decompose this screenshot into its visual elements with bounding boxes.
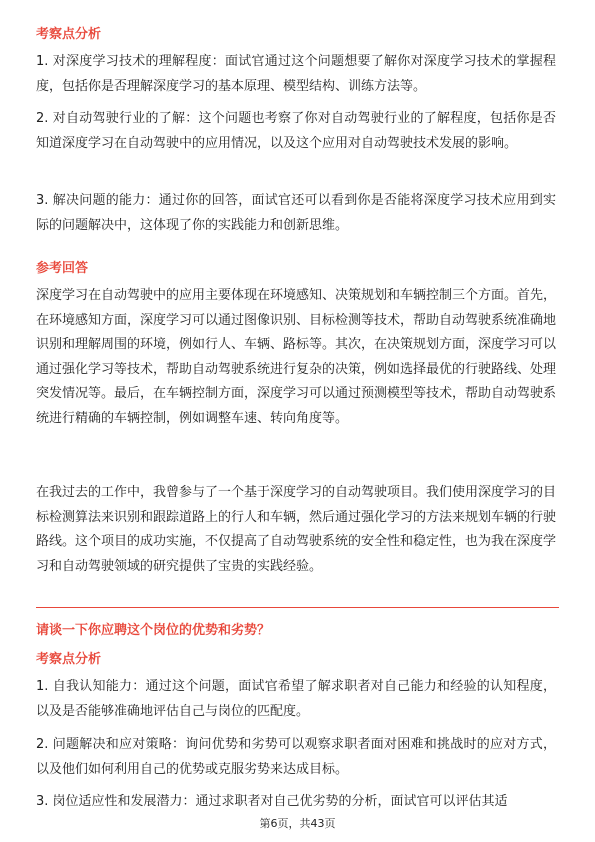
analysis-item-2 (36, 107, 556, 156)
answer-section (36, 259, 556, 279)
section-heading-analysis: 考察点分析 (36, 27, 102, 42)
section-heading-analysis-2: 考察点分析 (36, 652, 102, 667)
question-title-block (36, 621, 556, 641)
answer-paragraph-text: 在我过去的工作中，我曾参与了一个基于深度学习的自动驾驶项目。我们使用深度学习的目标检测算法来识别和跟踪道路上的行人和车辆，然后通过强化学习的方法来规划车辆的行驶路线。这个项目的成功实施，不仅提高了自动驾驶系统的安全性和稳定性，也为我在深度学习和自动驾驶领域的研究提供了宝贵的实践经验。 (36, 485, 557, 574)
analysis2-item-2 (36, 733, 556, 782)
page-number: 第6页，共43页 (259, 817, 336, 830)
answer-paragraph-text: 深度学习在自动驾驶中的应用主要体现在环境感知、决策规划和车辆控制三个方面。首先，在环境感知方面，深度学习可以通过图像识别、目标检测等技术，帮助自动驾驶系统准确地识别和理解周围的环境，例如行人、车辆、路标等。其次，在决策规划方面，深度学习可以通过强化学习等技术，帮助自动驾驶系统进行复杂的决策，例如选择最优的行驶路线、处理突发情况等。最后，在车辆控制方面，深度学习可以通过预测模型等技术，帮助自动驾驶系统进行精确的车辆控制，例如调整车速、转向角度等。 (36, 288, 557, 426)
analysis-item-text: 3. 岗位适应性和发展潜力：通过求职者对自己优劣势的分析，面试官可以评估其适 (36, 794, 508, 809)
analysis-item-text: 2. 对自动驾驶行业的了解：这个问题也考察了你对自动驾驶行业的了解程度，包括你是否知道深度学习在自动驾驶中的应用情况，以及这个应用对自动驾驶技术发展的影响。 (36, 111, 556, 151)
analysis-section-2 (36, 650, 556, 670)
analysis2-item-1 (36, 675, 556, 724)
analysis-item-3 (36, 189, 556, 238)
answer-paragraph-1 (36, 284, 556, 431)
analysis2-item-3 (36, 790, 556, 815)
analysis-item-text: 2. 问题解决和应对策略：询问优势和劣势可以观察求职者面对困难和挑战时的应对方式，以及他们如何利用自己的优势或克服劣势来达成目标。 (36, 737, 556, 777)
analysis-section (36, 25, 556, 45)
section-divider (36, 607, 559, 608)
question-title: 请谈一下你应聘这个岗位的优势和劣势？ (36, 623, 271, 638)
analysis-item-text: 1. 自我认知能力：通过这个问题，面试官希望了解求职者对自己能力和经验的认知程度，以及是否能够准确地评估自己与岗位的匹配度。 (36, 679, 556, 719)
analysis-item-text: 3. 解决问题的能力：通过你的回答，面试官还可以看到你是否能将深度学习技术应用到实际的问题解决中，这体现了你的实践能力和创新思维。 (36, 193, 556, 233)
section-heading-answer: 参考回答 (36, 261, 89, 276)
analysis-item-1 (36, 50, 556, 99)
analysis-item-text: 1. 对深度学习技术的理解程度：面试官通过这个问题想要了解你对深度学习技术的掌握程度，包括你是否理解深度学习的基本原理、模型结构、训练方法等。 (36, 54, 556, 94)
answer-paragraph-2 (36, 481, 556, 579)
